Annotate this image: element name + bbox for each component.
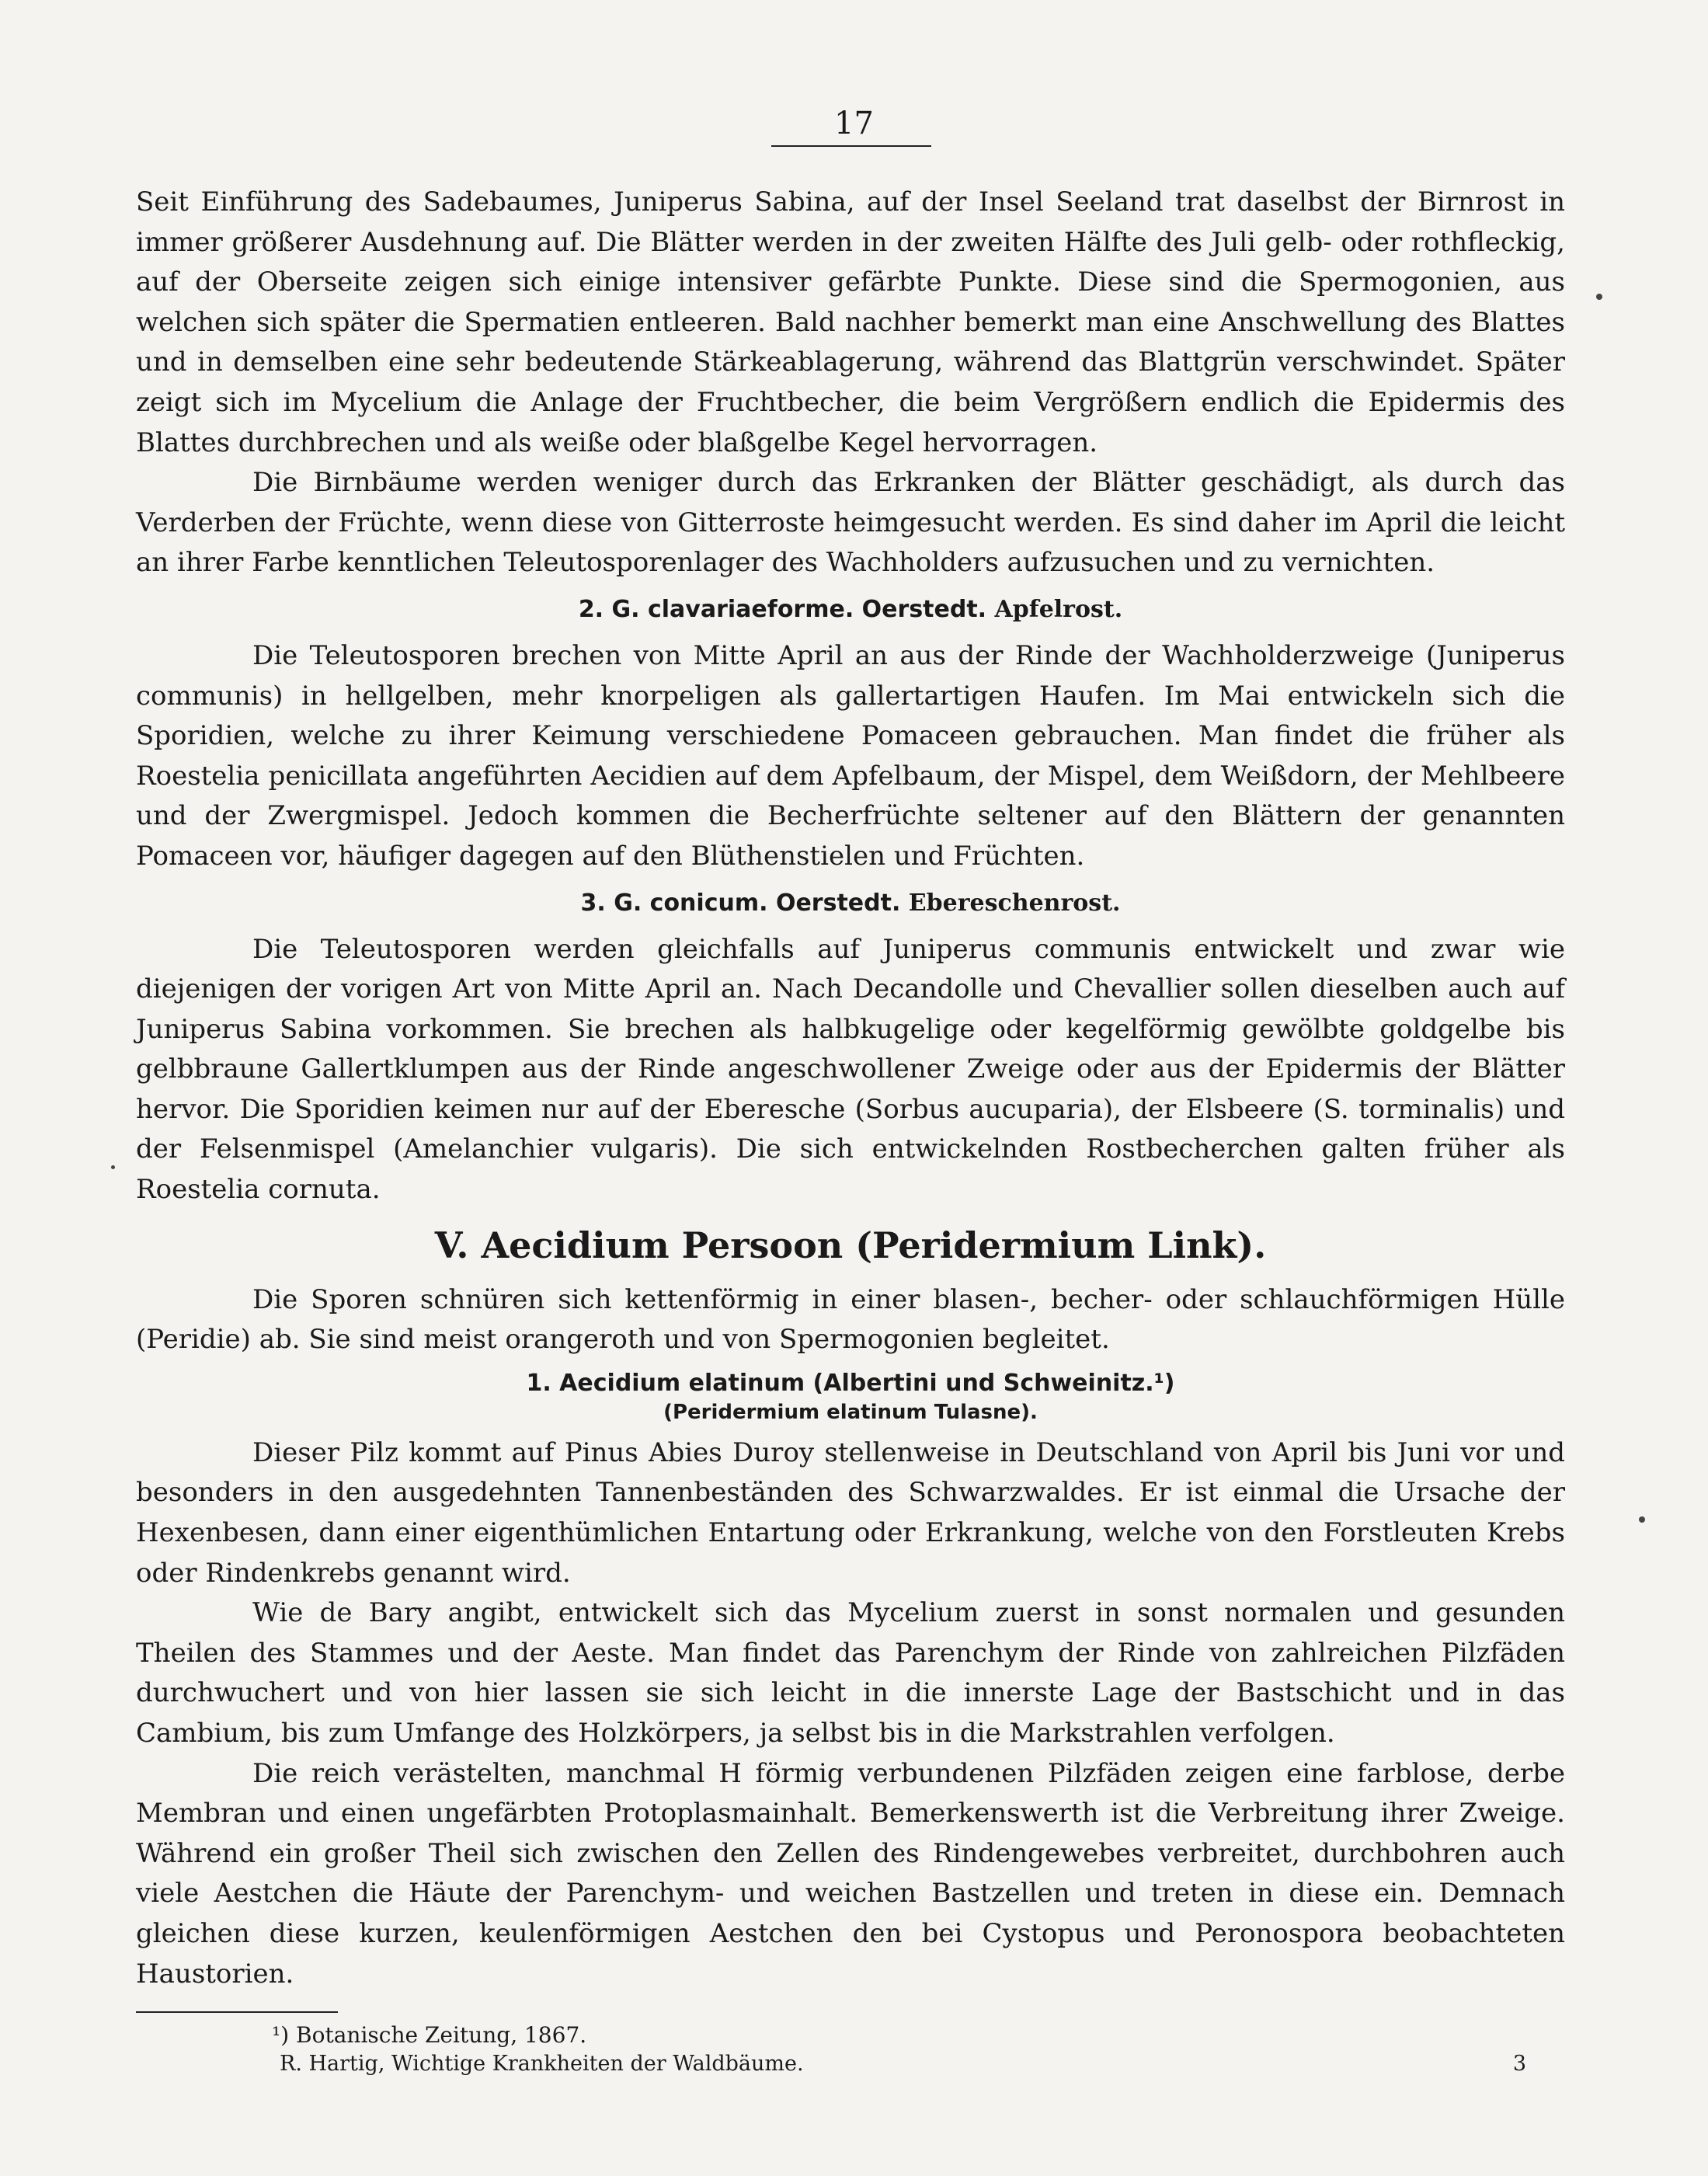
heading-clavariaeforme-latin: 2. G. clavariaeforme. Oerstedt. [578, 595, 987, 623]
scan-speck [1639, 1516, 1645, 1523]
species-subtitle-elatinum: (Peridermium elatinum Tulasne). [663, 1400, 1038, 1424]
heading-conicum-latin: 3. G. conicum. Oerstedt. [580, 889, 901, 917]
paragraph-ebereschenrost: Die Teleutosporen werden gleichfalls auf Juniperus communis entwickelt und zwar wie diejenigen der vorigen Art von Mitte April an. Nach Decandolle und Chevallier sollen dieselben auch auf Juniperus Sabina vorkommen. Sie brechen als halbkugelige oder kegelförmig gewölbte goldgelbe bis gelbbraune Gallertklumpen aus der Rinde angeschwollener Zweige oder aus der Epidermis der Blätter hervor. Die Sporidien keimen nur auf der Eberesche (Sorbus aucuparia), der Elsbeere (S. torminalis) und der Felsenmispel (Amelanchier vulgaris). Die sich entwickelnden Rostbecherchen galten früher als Roestelia cornuta. [136, 933, 1565, 1206]
scan-speck [1596, 294, 1602, 300]
section-title-aecidium: V. Aecidium Persoon (Peridermium Link). [434, 1224, 1267, 1266]
page-body [136, 183, 1565, 2078]
page-number-rule [771, 145, 931, 147]
scan-speck [111, 1165, 115, 1169]
page-number: 17 [834, 106, 874, 141]
paragraph-apfelrost: Die Teleutosporen brechen von Mitte April an aus der Rinde der Wachholderzweige (Juniperus communis) in hellgelben, mehr knorpeligen als gallertartigen Haufen. Im Mai entwickeln sich die Sporidien, welche zu ihrer Keimung verschiedene Pomaceen gebrauchen. Man findet die früher als Roestelia penicillata angeführten Aecidien auf dem Apfelbaum, der Mispel, dem Weißdorn, der Mehlbeere und der Zwergmispel. Jedoch kommen die Becherfrüchte seltener auf den Blättern der genannten Pomaceen vor, häufiger dagegen auf den Blüthenstielen und Früchten. [136, 639, 1565, 872]
paragraph-elatinum-occurrence: Dieser Pilz kommt auf Pinus Abies Duroy stellenweise in Deutschland von April bis Juni vor und besonders in den ausgedehnten Tannenbeständen des Schwarzwaldes. Er ist einmal die Ursache der Hexenbesen, dann einer eigenthümlichen Entartung oder Erkrankung, welche von den Forstleuten Krebs oder Rindenkrebs genannt wird. [136, 1436, 1565, 1589]
paragraph-birnrost-damage: Die Birnbäume werden weniger durch das Erkranken der Blätter geschädigt, als durch das Verderben der Früchte, wenn diese von Gitterroste heimgesucht werden. Es sind daher im April die leicht an ihrer Farbe kenntlichen Teleutosporenlager des Wachholders aufzusuchen und zu vernichten. [136, 467, 1565, 579]
paragraph-elatinum-hyphae: Die reich verästelten, manchmal H förmig verbundenen Pilzfäden zeigen eine farblose, derbe Membran und einen ungefärbten Protoplasmainhalt. Bemerkenswerth ist die Verbreitung ihrer Zweige. Während ein großer Theil sich zwischen den Zellen des Rindengewebes verbreitet, durchbohren auch viele Aestchen die Häute der Parenchym- und weichen Bastzellen und treten in diese ein. Demnach gleichen diese kurzen, keulenförmigen Aestchen den bei Cystopus und Peronospora beobachteten Haustorien. [136, 1757, 1565, 1990]
footnote: ¹) Botanische Zeitung, 1867. [272, 2022, 587, 2049]
heading-clavariaeforme-german: Apfelrost. [994, 595, 1123, 623]
species-title-elatinum: 1. Aecidium elatinum (Albertini und Schweinitz.¹) [526, 1369, 1175, 1397]
footnote-rule [136, 2011, 338, 2013]
signature-text: R. Hartig, Wichtige Krankheiten der Waldbäume. [280, 2052, 804, 2077]
paragraph-birnrost-intro: Seit Einführung des Sadebaumes, Juniperus Sabina, auf der Insel Seeland trat daselbst der Birnrost in immer größerer Ausdehnung auf. Die Blätter werden in der zweiten Hälfte des Juli gelb- oder rothfleckig, auf der Oberseite zeigen sich einige intensiver gefärbte Punkte. Diese sind die Spermogonien, aus welchen sich später die Spermatien entleeren. Bald nachher bemerkt man eine Anschwellung des Blattes und in demselben eine sehr bedeutende Stärkeablagerung, während das Blattgrün verschwindet. Später zeigt sich im Mycelium die Anlage der Fruchtbecher, die beim Vergrößern endlich die Epidermis des Blattes durchbrechen und als weiße oder blaßgelbe Kegel hervorragen. [136, 186, 1565, 458]
heading-conicum [136, 877, 1565, 930]
heading-conicum-german: Ebereschenrost. [908, 889, 1121, 917]
heading-clavariaeforme [136, 583, 1565, 636]
signature-mark: 3 [1512, 2052, 1526, 2077]
paragraph-aecidium-intro: Die Sporen schnüren sich kettenförmig in einer blasen-, becher- oder schlauchförmigen Hülle (Peridie) ab. Sie sind meist orangeroth und von Spermogonien begleitet. [136, 1283, 1565, 1356]
signature-line [136, 2050, 1565, 2078]
paragraph-elatinum-mycelium: Wie de Bary angibt, entwickelt sich das Mycelium zuerst in sonst normalen und gesunden Theilen des Stammes und der Aeste. Man findet das Parenchym der Rinde von zahlreichen Pilzfäden durchwuchert und von hier lassen sie sich leicht in die innerste Lage der Bastschicht und in das Cambium, bis zum Umfange des Holzkörpers, ja selbst bis in die Markstrahlen verfolgen. [136, 1597, 1565, 1749]
